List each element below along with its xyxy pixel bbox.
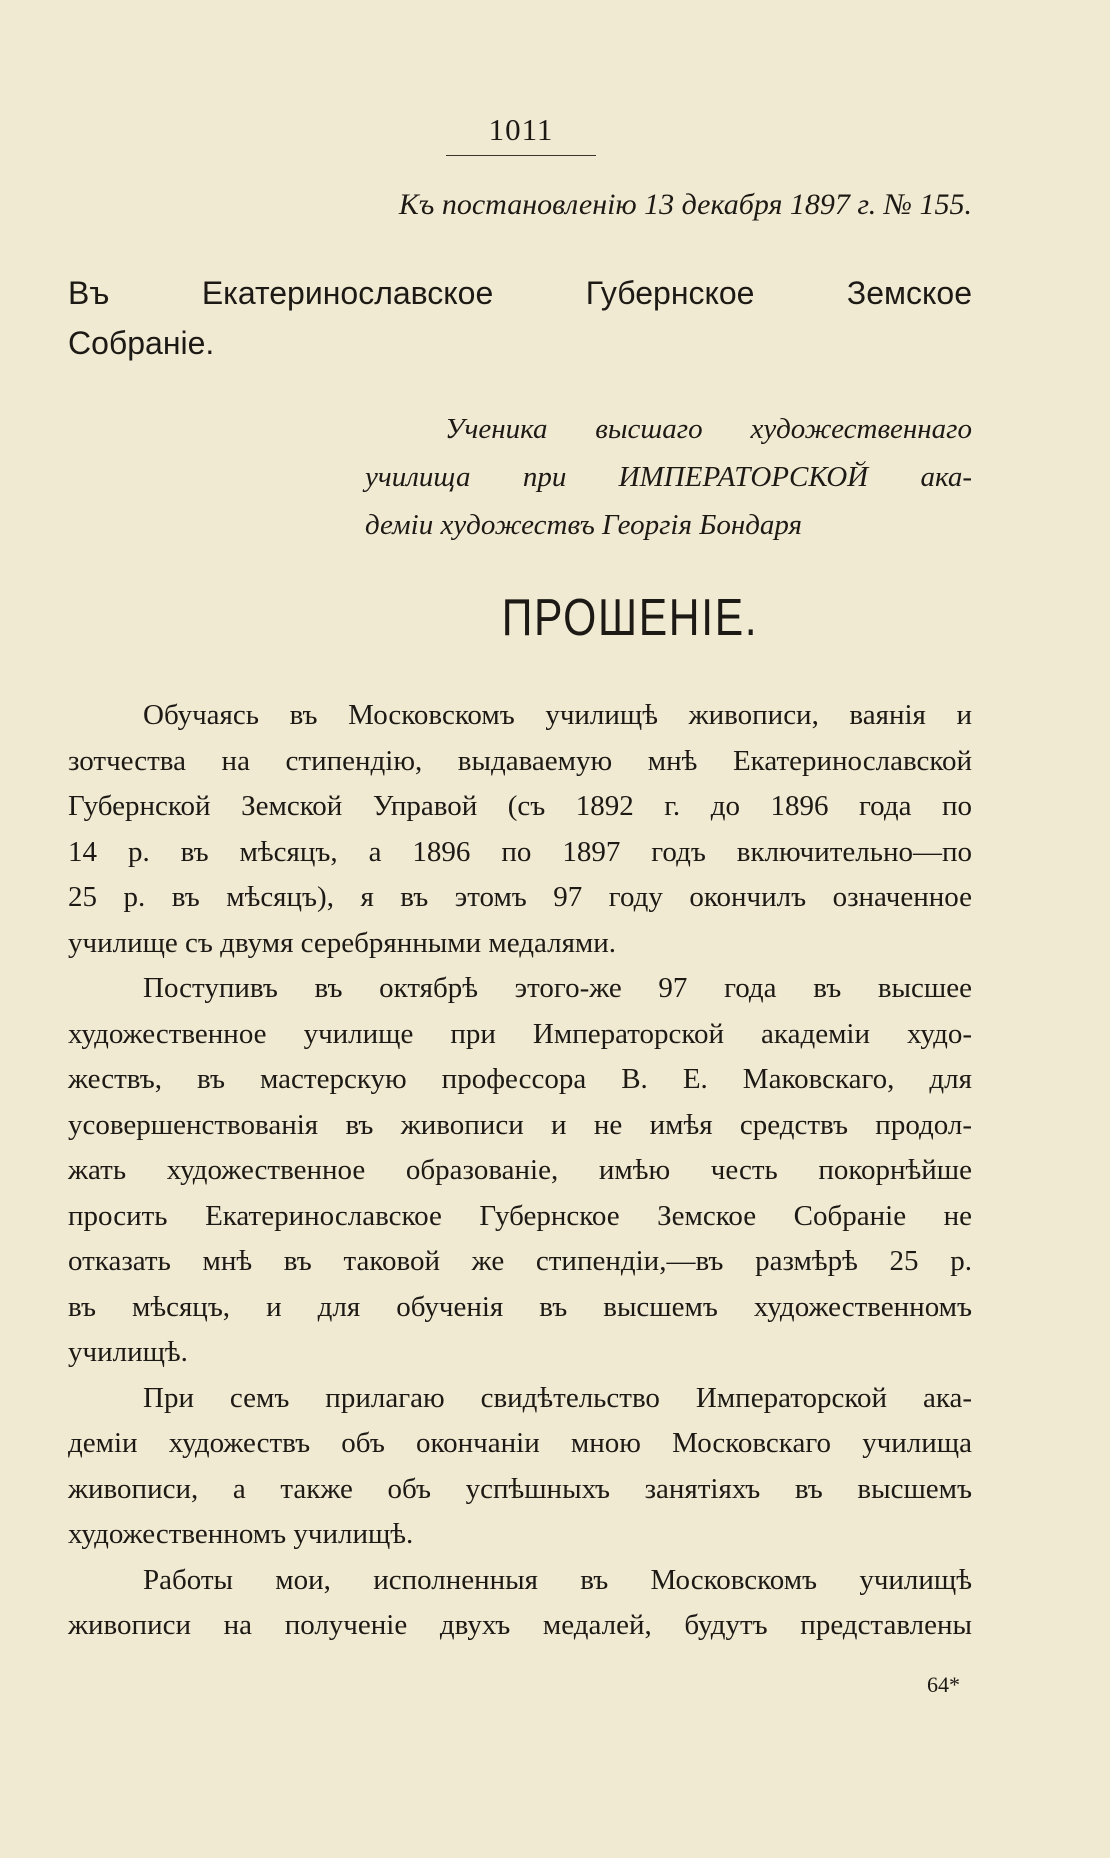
text-line: жать художественное образованіе, имѣю честь покорнѣйше [68, 1154, 972, 1186]
page-number: 1011 [488, 112, 554, 147]
text-line: деміи художествъ объ окончаніи мною Московскаго училища [68, 1427, 972, 1459]
text-line: живописи, а также объ успѣшныхъ занятіяхъ въ высшемъ [68, 1472, 972, 1505]
signature-mark: 64* [927, 1672, 960, 1697]
body-text [68, 693, 972, 1649]
text-line: 25 р. въ мѣсяцъ), я въ этомъ 97 году окончилъ означенное [68, 881, 972, 913]
text-line: 14 р. въ мѣсяцъ, а 1896 по 1897 годъ включительно—по [68, 835, 972, 868]
text-line: отказать мнѣ въ таковой же стипендіи,—въ размѣрѣ 25 р. [68, 1245, 972, 1277]
text-line: Губернской Земской Управой (съ 1892 г. до 1896 года по [68, 790, 972, 822]
addressee [68, 268, 972, 368]
text-line: просить Екатеринославское Губернское Земское Собраніе не [68, 1199, 972, 1232]
text-line: Поступивъ въ октябрѣ этого-же 97 года въ высшее [143, 972, 972, 1004]
petitioner-line: Ученика высшаго художественнаго [445, 413, 972, 445]
resolution-reference: Къ постановленію 13 декабря 1897 г. № 155. [398, 188, 972, 221]
text-line: художественное училище при Императорской академіи худо- [68, 1017, 972, 1050]
text-line: въ мѣсяцъ, и для обученія въ высшемъ художественномъ [68, 1290, 972, 1323]
text-line: художественномъ училищѣ. [68, 1518, 414, 1550]
text-line: Работы мои, исполненныя въ Московскомъ училищѣ [143, 1563, 972, 1596]
text-line: зотчества на стипендію, выдаваемую мнѣ Екатеринославской [68, 744, 972, 777]
petitioner-line: деміи художествъ Георгія Бондаря [365, 509, 802, 541]
petitioner-line: училища при ИМПЕРАТОРСКОЙ ака- [365, 461, 972, 493]
document-title: ПРОШЕНІЕ. [501, 589, 759, 647]
addressee-line: Въ Екатеринославское Губернское Земское [68, 275, 972, 311]
page-number-rule [446, 155, 596, 156]
petitioner-block [365, 405, 972, 549]
text-line: жествъ, въ мастерскую профессора В. Е. Маковскаго, для [68, 1063, 972, 1095]
text-line: училище съ двумя серебрянными медалями. [68, 926, 617, 959]
text-line: При семъ прилагаю свидѣтельство Императорской ака- [143, 1381, 972, 1414]
text-line: живописи на полученіе двухъ медалей, будутъ представлены [68, 1609, 972, 1641]
text-line: Обучаясь въ Московскомъ училищѣ живописи, ваянія и [143, 699, 972, 731]
text-line: усовершенствованія въ живописи и не имѣя средствъ продол- [68, 1108, 972, 1141]
text-line: училищѣ. [68, 1336, 188, 1368]
addressee-line: Собраніе. [68, 325, 215, 361]
